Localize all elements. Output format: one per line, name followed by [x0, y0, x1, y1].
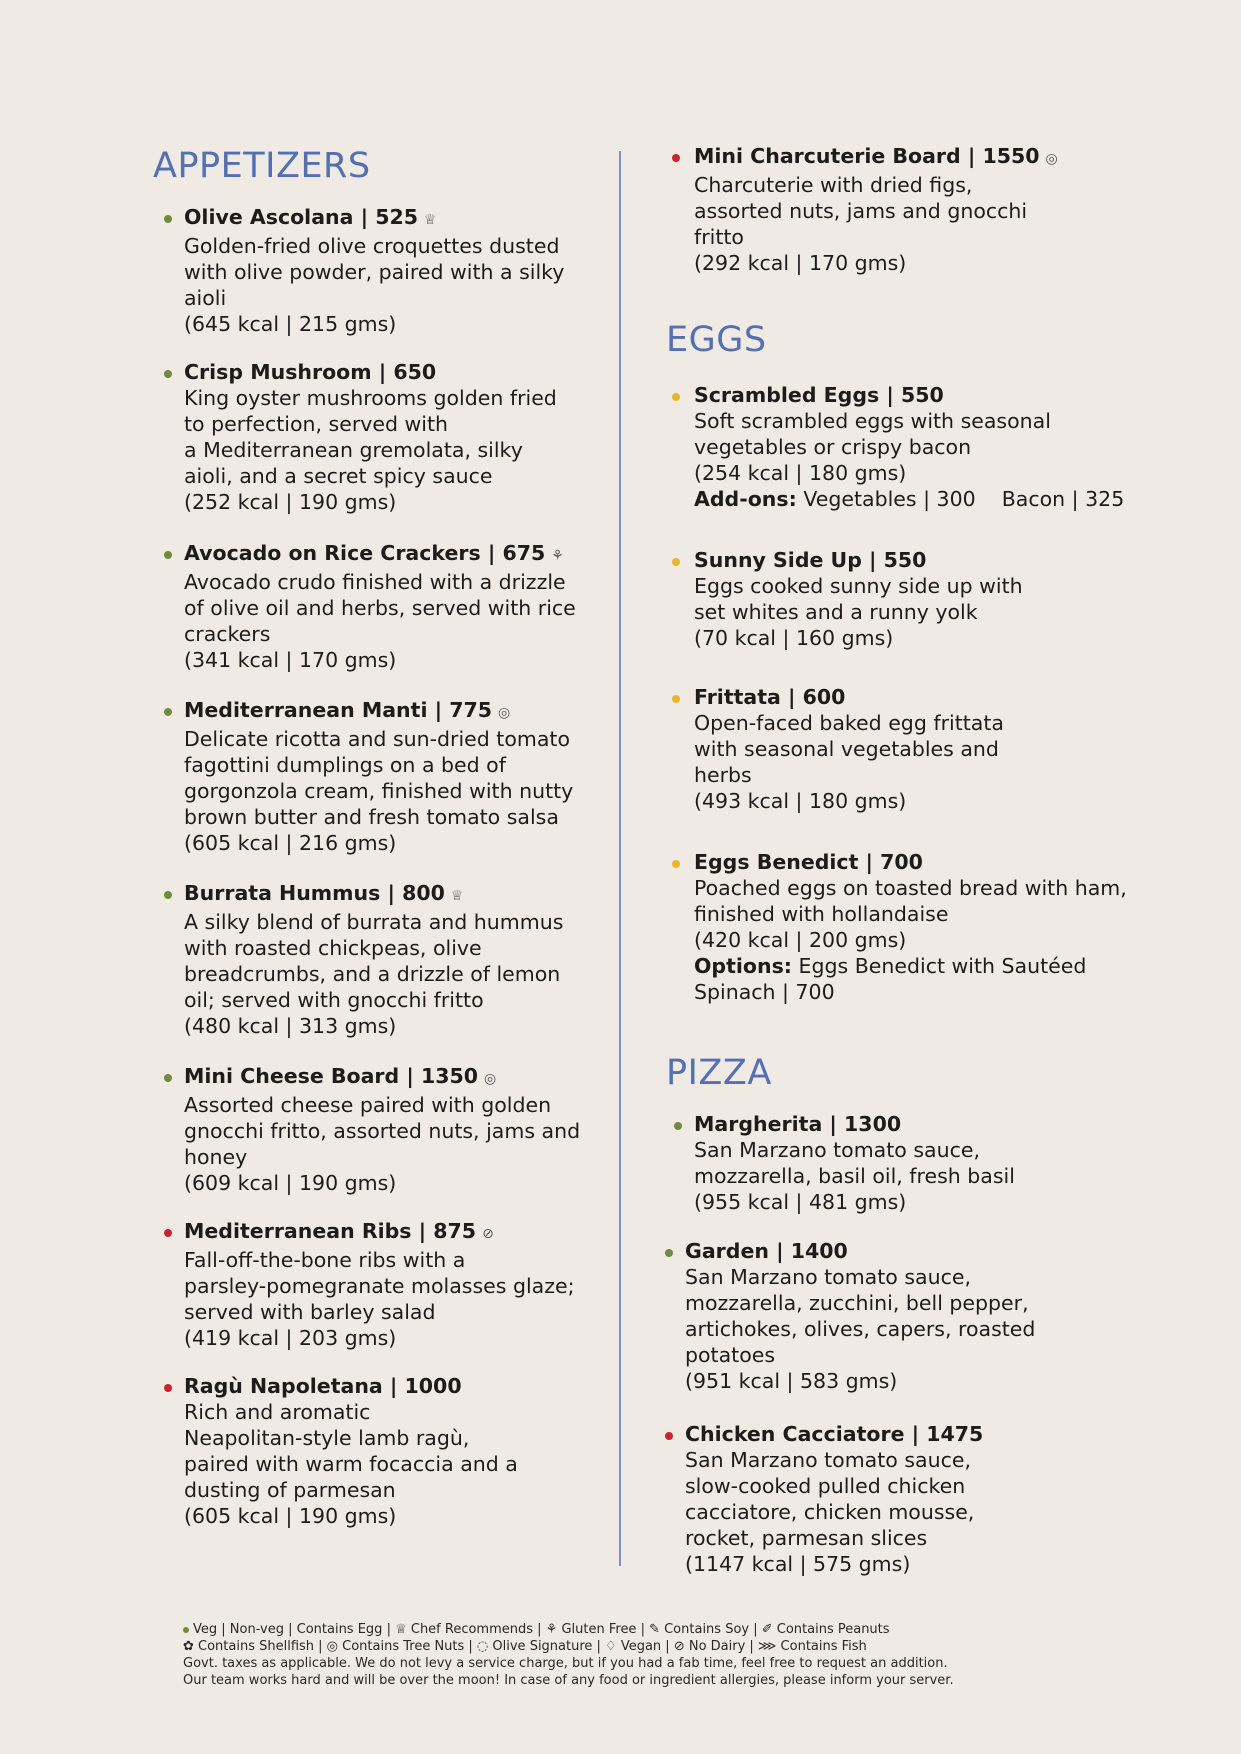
item-description-line: brown butter and fresh tomato salsa [184, 805, 559, 829]
item-description-line: fritto [694, 225, 744, 249]
item-description-line: fagottini dumplings on a bed of [184, 753, 506, 777]
legend-line-2: ✿ Contains Shellfish | ◎ Contains Tree Nuts | ◌ Olive Signature | ♢ Vegan | ⊘ No Dairy | ⋙ Contains Fish [183, 1639, 867, 1654]
item-nutrition: (480 kcal | 313 gms) [184, 1014, 397, 1038]
section-title-eggs: EGGS [666, 320, 767, 360]
item-nutrition: (252 kcal | 190 gms) [184, 490, 397, 514]
item-description-line: Fall-off-the-bone ribs with a [184, 1248, 466, 1272]
item-description-line: honey [184, 1145, 248, 1169]
item-description-line: of olive oil and herbs, served with rice [184, 596, 576, 620]
item-name: Sunny Side Up | 550 [694, 548, 927, 572]
item-description-line: artichokes, olives, capers, roasted [685, 1317, 1036, 1341]
item-description-line: paired with warm focaccia and a [184, 1452, 518, 1476]
item-nutrition: (419 kcal | 203 gms) [184, 1326, 397, 1350]
item-description-line: Open-faced baked egg frittata [694, 711, 1004, 735]
item-nutrition: (605 kcal | 216 gms) [184, 831, 397, 855]
item-name: Margherita | 1300 [694, 1112, 902, 1136]
egg-dot-icon [672, 558, 680, 566]
menu-item [184, 359, 557, 515]
item-description-line: mozzarella, zucchini, bell pepper, [685, 1291, 1029, 1315]
menu-item [694, 849, 1127, 1005]
item-nutrition: (609 kcal | 190 gms) [184, 1171, 397, 1195]
menu-item [184, 880, 563, 1039]
veg-dot-icon [164, 708, 172, 716]
options-label: Add-ons: [694, 487, 797, 511]
legend-text-1: Veg | Non-veg | Contains Egg | ♕ Chef Recommends | ⚘ Gluten Free | ✎ Contains Soy | ✐ Contains Peanuts [193, 1622, 890, 1637]
item-nutrition: (951 kcal | 583 gms) [685, 1369, 898, 1393]
item-name: Scrambled Eggs | 550 [694, 383, 944, 407]
item-nutrition: (645 kcal | 215 gms) [184, 312, 397, 336]
menu-item [184, 1063, 580, 1196]
item-nutrition: (1147 kcal | 575 gms) [685, 1552, 911, 1576]
item-name: Mediterranean Ribs | 875 [184, 1219, 477, 1243]
options-label: Options: [694, 954, 793, 978]
menu-item [694, 382, 1124, 512]
item-description-line: rocket, parmesan slices [685, 1526, 928, 1550]
section-title-appetizers: APPETIZERS [153, 146, 371, 186]
menu-item [694, 547, 1023, 651]
item-description-line: dusting of parmesan [184, 1478, 396, 1502]
item-name: Mini Cheese Board | 1350 [184, 1064, 479, 1088]
veg-dot-icon [183, 1627, 189, 1633]
veg-dot-icon [164, 1074, 172, 1082]
menu-item [685, 1238, 1035, 1394]
nonveg-dot-icon [672, 154, 680, 162]
column-divider [619, 151, 621, 1566]
menu-item [184, 204, 564, 337]
menu-item [685, 1421, 983, 1577]
item-description-line: Neapolitan-style lamb ragù, [184, 1426, 470, 1450]
egg-dot-icon [672, 860, 680, 868]
footer-note-2: Our team works hard and will be over the moon! In case of any food or ingredient allergies, please inform your server. [183, 1673, 954, 1688]
item-description-line: vegetables or crispy bacon [694, 435, 972, 459]
nonveg-dot-icon [164, 1229, 172, 1237]
veg-dot-icon [164, 370, 172, 378]
item-description-line: cacciatore, chicken mousse, [685, 1500, 975, 1524]
nonveg-dot-icon [164, 1384, 172, 1392]
item-description-line: Rich and aromatic [184, 1400, 371, 1424]
legend-line-1 [183, 1621, 1083, 1638]
item-description-line: Eggs cooked sunny side up with [694, 574, 1023, 598]
item-nutrition: (341 kcal | 170 gms) [184, 648, 397, 672]
item-description-line: with seasonal vegetables and [694, 737, 999, 761]
item-name: Burrata Hummus | 800 [184, 881, 445, 905]
menu-item [184, 1373, 518, 1529]
item-description-line: aioli [184, 286, 227, 310]
veg-dot-icon [164, 891, 172, 899]
item-description-line: herbs [694, 763, 752, 787]
veg-dot-icon [164, 215, 172, 223]
item-description-line: to perfection, served with [184, 412, 449, 436]
menu-item [184, 1218, 575, 1351]
nut-icon: ◎ [1045, 151, 1058, 167]
item-description-line: Avocado crudo finished with a drizzle [184, 570, 566, 594]
nonveg-dot-icon [665, 1432, 673, 1440]
item-name: Eggs Benedict | 700 [694, 850, 923, 874]
item-description-line: mozzarella, basil oil, fresh basil [694, 1164, 1015, 1188]
item-nutrition: (955 kcal | 481 gms) [694, 1190, 907, 1214]
item-nutrition: (420 kcal | 200 gms) [694, 928, 907, 952]
egg-dot-icon [672, 393, 680, 401]
item-description-line: a Mediterranean gremolata, silky [184, 438, 523, 462]
no-dairy-icon: ⊘ [482, 1226, 494, 1242]
item-description-line: San Marzano tomato sauce, [685, 1265, 971, 1289]
wheat-icon: ⚘ [551, 548, 564, 564]
options-text-line-2: Spinach | 700 [694, 980, 835, 1004]
options-text: Eggs Benedict with Sautéed [792, 954, 1087, 978]
item-options [694, 486, 1124, 512]
chef-hat-icon: ♕ [450, 888, 464, 904]
item-description-line: finished with hollandaise [694, 902, 949, 926]
menu-item [694, 1111, 1015, 1215]
item-description-line: aioli, and a secret spicy sauce [184, 464, 493, 488]
item-nutrition: (605 kcal | 190 gms) [184, 1504, 397, 1528]
item-name: Chicken Cacciatore | 1475 [685, 1422, 984, 1446]
item-description-line: Golden-fried olive croquettes dusted [184, 234, 560, 258]
item-name: Olive Ascolana | 525 [184, 205, 419, 229]
item-name: Crisp Mushroom | 650 [184, 360, 437, 384]
item-description-line: King oyster mushrooms golden fried [184, 386, 557, 410]
item-name: Mini Charcuterie Board | 1550 [694, 144, 1040, 168]
item-description-line: San Marzano tomato sauce, [685, 1448, 971, 1472]
item-name: Frittata | 600 [694, 685, 846, 709]
item-nutrition: (254 kcal | 180 gms) [694, 461, 907, 485]
menu-item [694, 143, 1058, 276]
menu-item [694, 684, 1004, 814]
nut-icon: ◎ [484, 1071, 497, 1087]
veg-dot-icon [164, 551, 172, 559]
item-description-line: San Marzano tomato sauce, [694, 1138, 980, 1162]
item-name: Mediterranean Manti | 775 [184, 698, 493, 722]
menu-item [184, 540, 576, 673]
egg-dot-icon [672, 695, 680, 703]
item-description-line: crackers [184, 622, 271, 646]
item-description-line: potatoes [685, 1343, 776, 1367]
nut-icon: ◎ [498, 705, 511, 721]
item-description-line: gnocchi fritto, assorted nuts, jams and [184, 1119, 581, 1143]
item-description-line: slow-cooked pulled chicken [685, 1474, 966, 1498]
section-title-pizza: PIZZA [666, 1053, 772, 1093]
options-text: Vegetables | 300 Bacon | 325 [796, 487, 1125, 511]
item-description-line: A silky blend of burrata and hummus [184, 910, 564, 934]
menu-item [184, 697, 573, 856]
item-description-line: Assorted cheese paired with golden [184, 1093, 552, 1117]
item-description-line: set whites and a runny yolk [694, 600, 978, 624]
item-description-line: assorted nuts, jams and gnocchi [694, 199, 1028, 223]
item-description-line: parsley-pomegranate molasses glaze; [184, 1274, 575, 1298]
item-name: Avocado on Rice Crackers | 675 [184, 541, 546, 565]
item-nutrition: (292 kcal | 170 gms) [694, 251, 907, 275]
item-description-line: with olive powder, paired with a silky [184, 260, 565, 284]
chef-hat-icon: ♕ [424, 212, 437, 228]
item-description-line: with roasted chickpeas, olive [184, 936, 482, 960]
item-description-line: gorgonzola cream, finished with nutty [184, 779, 574, 803]
item-description-line: served with barley salad [184, 1300, 436, 1324]
item-nutrition: (493 kcal | 180 gms) [694, 789, 907, 813]
item-options [694, 953, 1127, 979]
veg-dot-icon [665, 1249, 673, 1257]
item-nutrition: (70 kcal | 160 gms) [694, 626, 894, 650]
veg-dot-icon [674, 1122, 682, 1130]
item-description-line: breadcrumbs, and a drizzle of lemon [184, 962, 561, 986]
menu-footer [183, 1621, 1083, 1689]
item-description-line: Soft scrambled eggs with seasonal [694, 409, 1051, 433]
item-name: Ragù Napoletana | 1000 [184, 1374, 462, 1398]
footer-note-1: Govt. taxes as applicable. We do not levy a service charge, but if you had a fab time, feel free to request an addition. [183, 1656, 948, 1671]
item-description-line: Poached eggs on toasted bread with ham, [694, 876, 1127, 900]
item-description-line: oil; served with gnocchi fritto [184, 988, 484, 1012]
item-name: Garden | 1400 [685, 1239, 848, 1263]
item-description-line: Delicate ricotta and sun-dried tomato [184, 727, 570, 751]
item-description-line: Charcuterie with dried figs, [694, 173, 973, 197]
